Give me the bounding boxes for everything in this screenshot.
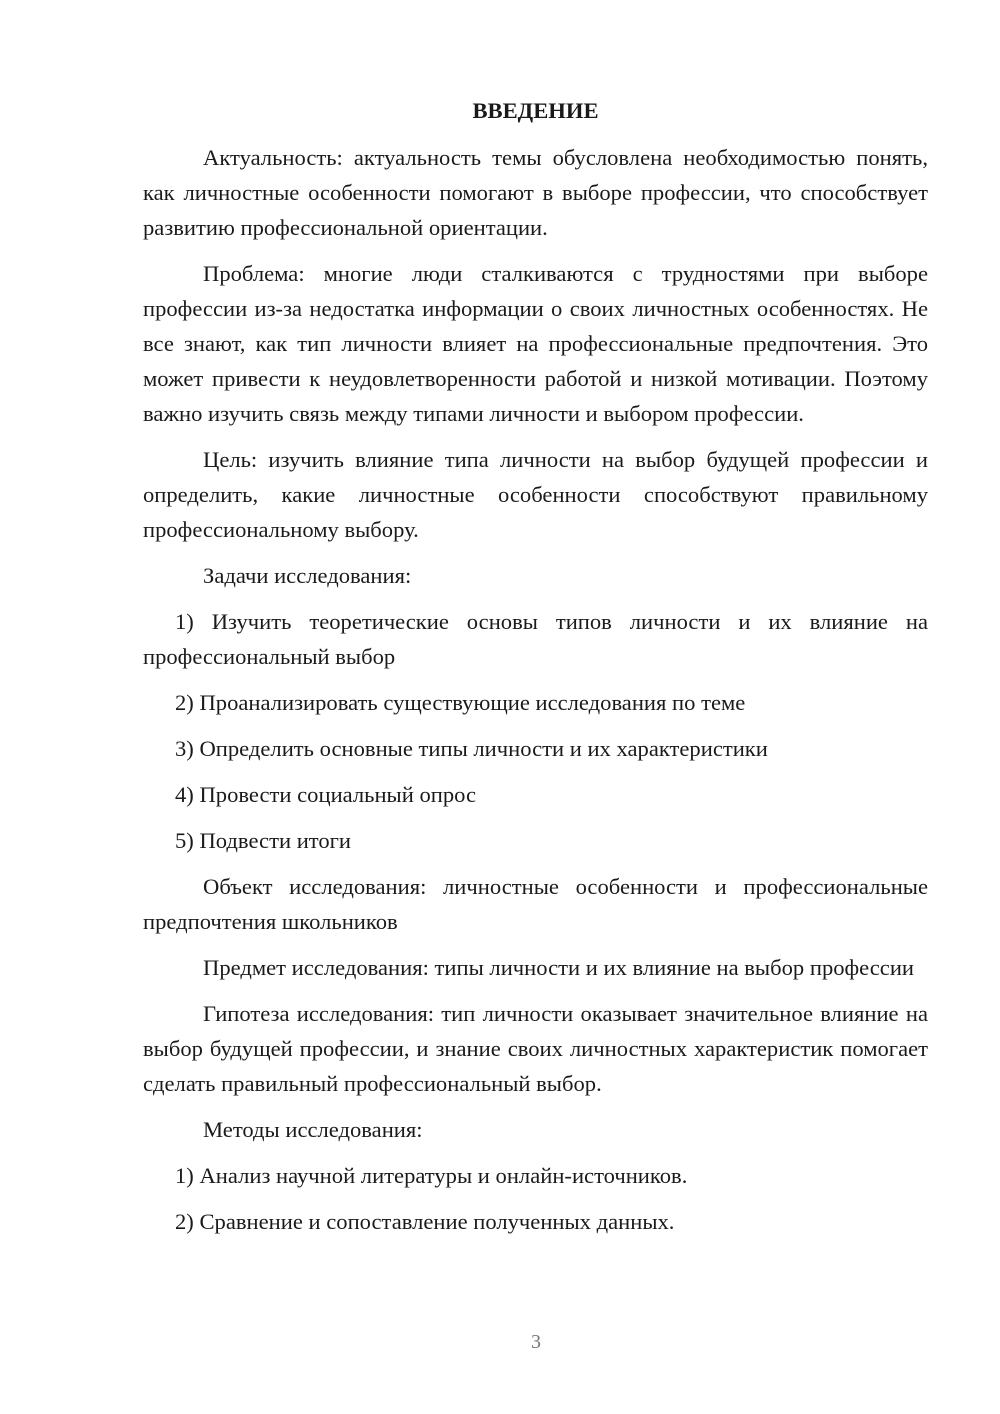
task-item-5: 5) Подвести итоги bbox=[175, 828, 352, 853]
goal-paragraph: Цель: изучить влияние типа личности на выбор будущей профессии и определить, какие личностные особенности способствуют правильному профессиональному выбору. bbox=[143, 447, 928, 542]
section-title: ВВЕДЕНИЕ bbox=[472, 98, 599, 123]
object-paragraph: Объект исследования: личностные особенности и профессиональные предпочтения школьников bbox=[143, 874, 928, 934]
method-item-1: 1) Анализ научной литературы и онлайн-источников. bbox=[175, 1163, 688, 1188]
relevance-paragraph: Актуальность: актуальность темы обусловлена необходимостью понять, как личностные особенности помогают в выборе профессии, что способствует развитию профессиональной ориентации. bbox=[143, 145, 928, 240]
page-content bbox=[143, 93, 928, 1250]
task-item-3: 3) Определить основные типы личности и их характеристики bbox=[175, 736, 768, 761]
problem-paragraph: Проблема: многие люди сталкиваются с трудностями при выборе профессии из-за недостатка информации о своих личностных особенностях. Не все знают, как тип личности влияет на профессиональные предпочтения. Это может привести к неудовлетворенности работой и низкой мотивации. Поэтому важно изучить связь между типами личности и выбором профессии. bbox=[143, 261, 928, 426]
methods-heading: Методы исследования: bbox=[203, 1117, 423, 1142]
hypothesis-paragraph: Гипотеза исследования: тип личности оказывает значительное влияние на выбор будущей профессии, и знание своих личностных характеристик помогает сделать правильный профессиональный выбор. bbox=[143, 1001, 928, 1096]
page-number: 3 bbox=[531, 1331, 541, 1353]
tasks-heading: Задачи исследования: bbox=[203, 563, 412, 588]
task-item-4: 4) Провести социальный опрос bbox=[175, 782, 477, 807]
method-item-2: 2) Сравнение и сопоставление полученных данных. bbox=[175, 1209, 675, 1234]
subject-paragraph: Предмет исследования: типы личности и их влияние на выбор профессии bbox=[203, 955, 915, 980]
task-item-2: 2) Проанализировать существующие исследования по теме bbox=[175, 690, 746, 715]
task-item-1: 1) Изучить теоретические основы типов личности и их влияние на профессиональный выбор bbox=[143, 609, 928, 669]
